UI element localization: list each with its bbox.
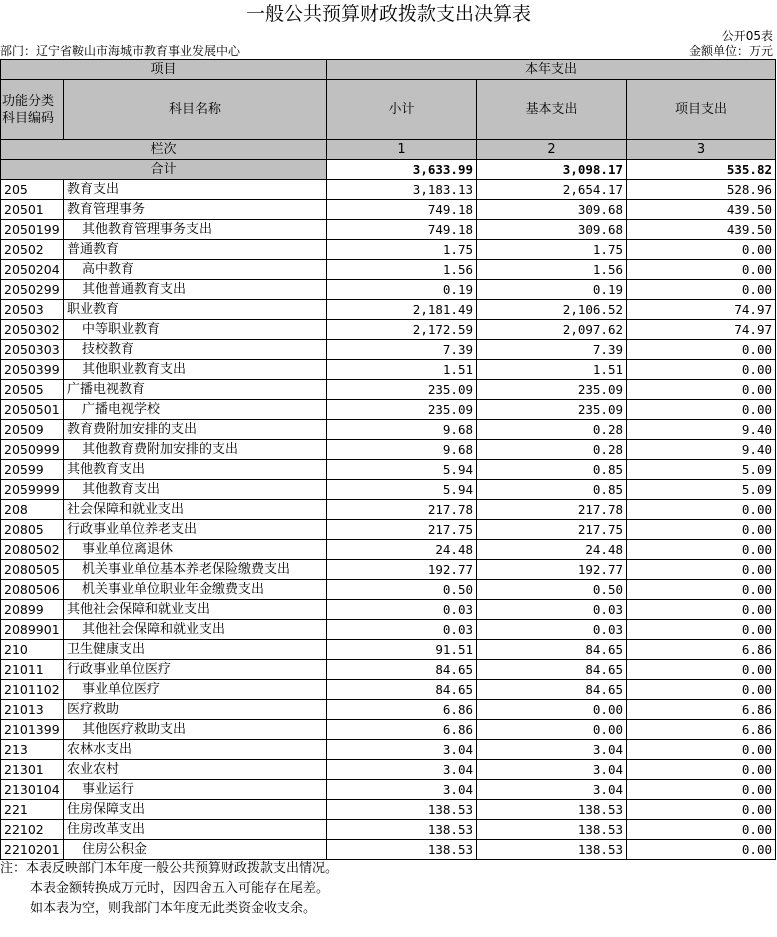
table-row [1, 700, 776, 720]
basic-cell: 2,654.17 [477, 180, 627, 200]
name-cell: 其他职业教育支出 [64, 360, 327, 380]
project-cell: 6.86 [627, 720, 776, 740]
name-cell: 其他社会保障和就业支出 [64, 620, 327, 640]
basic-cell: 138.53 [477, 840, 627, 860]
header-code-column: 功能分类 科目编码 [1, 80, 64, 140]
subtotal-cell: 3,183.13 [327, 180, 477, 200]
name-cell: 教育管理事务 [64, 200, 327, 220]
code-cell: 221 [1, 800, 64, 820]
subtotal-cell: 1.75 [327, 240, 477, 260]
table-row [1, 760, 776, 780]
table-row [1, 540, 776, 560]
project-cell: 9.40 [627, 420, 776, 440]
subtotal-cell: 6.86 [327, 720, 477, 740]
name-cell: 广播电视学校 [64, 400, 327, 420]
project-cell: 6.86 [627, 700, 776, 720]
code-cell: 2210201 [1, 840, 64, 860]
code-cell: 20505 [1, 380, 64, 400]
basic-cell: 1.56 [477, 260, 627, 280]
subtotal-cell: 6.86 [327, 700, 477, 720]
table-row [1, 500, 776, 520]
project-cell: 0.00 [627, 560, 776, 580]
basic-cell: 309.68 [477, 200, 627, 220]
code-cell: 20502 [1, 240, 64, 260]
basic-cell: 0.03 [477, 620, 627, 640]
subtotal-cell: 5.94 [327, 480, 477, 500]
project-cell: 0.00 [627, 760, 776, 780]
code-cell: 2050302 [1, 320, 64, 340]
code-cell: 210 [1, 640, 64, 660]
code-cell: 20805 [1, 520, 64, 540]
code-cell: 2101399 [1, 720, 64, 740]
project-cell: 5.09 [627, 480, 776, 500]
project-cell: 0.00 [627, 380, 776, 400]
table-row [1, 560, 776, 580]
project-cell: 0.00 [627, 400, 776, 420]
code-cell: 2080505 [1, 560, 64, 580]
subtotal-cell: 138.53 [327, 800, 477, 820]
name-cell: 职业教育 [64, 300, 327, 320]
subtotal-cell: 138.53 [327, 840, 477, 860]
total-basic: 3,098.17 [477, 160, 627, 180]
table-row [1, 520, 776, 540]
code-cell: 208 [1, 500, 64, 520]
name-cell: 机关事业单位基本养老保险缴费支出 [64, 560, 327, 580]
subtotal-cell: 3.04 [327, 740, 477, 760]
basic-cell: 217.75 [477, 520, 627, 540]
subtotal-cell: 192.77 [327, 560, 477, 580]
column-number-1: 1 [327, 140, 477, 160]
code-cell: 2080506 [1, 580, 64, 600]
project-cell: 0.00 [627, 660, 776, 680]
name-cell: 教育支出 [64, 180, 327, 200]
name-cell: 其他医疗救助支出 [64, 720, 327, 740]
amount-unit-label: 金额单位：万元 [688, 44, 773, 58]
code-cell: 21011 [1, 660, 64, 680]
name-cell: 农林水支出 [64, 740, 327, 760]
code-cell: 2050999 [1, 440, 64, 460]
project-cell: 0.00 [627, 520, 776, 540]
subtotal-cell: 217.75 [327, 520, 477, 540]
subtotal-cell: 1.56 [327, 260, 477, 280]
name-cell: 事业运行 [64, 780, 327, 800]
subtotal-cell: 749.18 [327, 220, 477, 240]
code-cell: 2050501 [1, 400, 64, 420]
basic-cell: 3.04 [477, 780, 627, 800]
code-cell: 21013 [1, 700, 64, 720]
table-row [1, 300, 776, 320]
basic-cell: 309.68 [477, 220, 627, 240]
basic-cell: 0.00 [477, 700, 627, 720]
subtotal-cell: 0.03 [327, 600, 477, 620]
project-cell: 528.96 [627, 180, 776, 200]
project-cell: 0.00 [627, 580, 776, 600]
header-subtotal: 小计 [327, 80, 477, 140]
name-cell: 中等职业教育 [64, 320, 327, 340]
basic-cell: 3.04 [477, 740, 627, 760]
project-cell: 439.50 [627, 200, 776, 220]
subtotal-cell: 91.51 [327, 640, 477, 660]
subtotal-cell: 24.48 [327, 540, 477, 560]
code-cell: 2101102 [1, 680, 64, 700]
basic-cell: 0.28 [477, 420, 627, 440]
table-row [1, 340, 776, 360]
subtotal-cell: 5.94 [327, 460, 477, 480]
project-cell: 74.97 [627, 300, 776, 320]
table-row [1, 360, 776, 380]
table-row [1, 280, 776, 300]
basic-cell: 2,097.62 [477, 320, 627, 340]
code-cell: 205 [1, 180, 64, 200]
project-cell: 0.00 [627, 340, 776, 360]
name-cell: 广播电视教育 [64, 380, 327, 400]
project-cell: 0.00 [627, 600, 776, 620]
table-row [1, 320, 776, 340]
subtotal-cell: 749.18 [327, 200, 477, 220]
table-row [1, 660, 776, 680]
table-row [1, 420, 776, 440]
project-cell: 0.00 [627, 540, 776, 560]
table-row [1, 480, 776, 500]
table-row [1, 740, 776, 760]
table-row [1, 440, 776, 460]
name-cell: 行政事业单位医疗 [64, 660, 327, 680]
code-cell: 20599 [1, 460, 64, 480]
basic-cell: 0.19 [477, 280, 627, 300]
code-cell: 2050299 [1, 280, 64, 300]
subtotal-cell: 84.65 [327, 680, 477, 700]
name-cell: 高中教育 [64, 260, 327, 280]
basic-cell: 235.09 [477, 400, 627, 420]
table-row [1, 180, 776, 200]
table-row [1, 200, 776, 220]
project-cell: 0.00 [627, 780, 776, 800]
name-cell: 住房改革支出 [64, 820, 327, 840]
basic-cell: 0.85 [477, 460, 627, 480]
name-cell: 卫生健康支出 [64, 640, 327, 660]
basic-cell: 84.65 [477, 640, 627, 660]
subtotal-cell: 3.04 [327, 760, 477, 780]
name-cell: 普通教育 [64, 240, 327, 260]
basic-cell: 3.04 [477, 760, 627, 780]
table-row [1, 220, 776, 240]
code-cell: 20899 [1, 600, 64, 620]
code-cell: 2089901 [1, 620, 64, 640]
name-cell: 机关事业单位职业年金缴费支出 [64, 580, 327, 600]
column-number-2: 2 [477, 140, 627, 160]
project-cell: 0.00 [627, 500, 776, 520]
basic-cell: 138.53 [477, 820, 627, 840]
header-item: 项目 [1, 60, 327, 80]
table-row [1, 380, 776, 400]
basic-cell: 235.09 [477, 380, 627, 400]
name-cell: 其他教育支出 [64, 480, 327, 500]
code-cell: 2050204 [1, 260, 64, 280]
subtotal-cell: 1.51 [327, 360, 477, 380]
name-cell: 其他教育支出 [64, 460, 327, 480]
code-cell: 2130104 [1, 780, 64, 800]
project-cell: 0.00 [627, 360, 776, 380]
column-number-label: 栏次 [1, 140, 327, 160]
name-cell: 其他教育费附加安排的支出 [64, 440, 327, 460]
table-row [1, 400, 776, 420]
table-row [1, 600, 776, 620]
project-cell: 0.00 [627, 620, 776, 640]
basic-cell: 7.39 [477, 340, 627, 360]
project-cell: 0.00 [627, 740, 776, 760]
project-cell: 0.00 [627, 820, 776, 840]
header-name-column: 科目名称 [64, 80, 327, 140]
table-row [1, 800, 776, 820]
subtotal-cell: 0.03 [327, 620, 477, 640]
name-cell: 技校教育 [64, 340, 327, 360]
table-row [1, 640, 776, 660]
table-row [1, 840, 776, 860]
basic-cell: 0.50 [477, 580, 627, 600]
total-label: 合计 [1, 160, 327, 180]
subtotal-cell: 9.68 [327, 420, 477, 440]
project-cell: 0.00 [627, 800, 776, 820]
note-line: 本表金额转换成万元时，因四舍五入可能存在尾差。 [30, 881, 330, 896]
project-cell: 0.00 [627, 240, 776, 260]
table-row [1, 820, 776, 840]
project-cell: 0.00 [627, 260, 776, 280]
table-row [1, 580, 776, 600]
project-cell: 439.50 [627, 220, 776, 240]
total-project: 535.82 [627, 160, 776, 180]
header-project: 项目支出 [627, 80, 776, 140]
project-cell: 0.00 [627, 680, 776, 700]
name-cell: 其他社会保障和就业支出 [64, 600, 327, 620]
table-row [1, 260, 776, 280]
table-row [1, 720, 776, 740]
basic-cell: 84.65 [477, 660, 627, 680]
subtotal-cell: 2,172.59 [327, 320, 477, 340]
name-cell: 事业单位医疗 [64, 680, 327, 700]
basic-cell: 0.85 [477, 480, 627, 500]
subtotal-cell: 84.65 [327, 660, 477, 680]
basic-cell: 0.28 [477, 440, 627, 460]
code-cell: 21301 [1, 760, 64, 780]
subtotal-cell: 0.19 [327, 280, 477, 300]
table-row [1, 240, 776, 260]
basic-cell: 1.51 [477, 360, 627, 380]
subtotal-cell: 235.09 [327, 380, 477, 400]
code-cell: 20503 [1, 300, 64, 320]
column-number-3: 3 [627, 140, 776, 160]
code-cell: 2050303 [1, 340, 64, 360]
name-cell: 农业农村 [64, 760, 327, 780]
basic-cell: 138.53 [477, 800, 627, 820]
name-cell: 社会保障和就业支出 [64, 500, 327, 520]
project-cell: 5.09 [627, 460, 776, 480]
project-cell: 6.86 [627, 640, 776, 660]
basic-cell: 2,106.52 [477, 300, 627, 320]
name-cell: 教育费附加安排的支出 [64, 420, 327, 440]
subtotal-cell: 3.04 [327, 780, 477, 800]
name-cell: 住房保障支出 [64, 800, 327, 820]
name-cell: 行政事业单位养老支出 [64, 520, 327, 540]
subtotal-cell: 235.09 [327, 400, 477, 420]
basic-cell: 0.00 [477, 720, 627, 740]
code-cell: 2050199 [1, 220, 64, 240]
subtotal-cell: 217.78 [327, 500, 477, 520]
basic-cell: 24.48 [477, 540, 627, 560]
code-cell: 20501 [1, 200, 64, 220]
code-cell: 2080502 [1, 540, 64, 560]
subtotal-cell: 2,181.49 [327, 300, 477, 320]
total-subtotal: 3,633.99 [327, 160, 477, 180]
subtotal-cell: 7.39 [327, 340, 477, 360]
code-cell: 22102 [1, 820, 64, 840]
name-cell: 医疗救助 [64, 700, 327, 720]
table-row [1, 460, 776, 480]
notes [0, 859, 338, 919]
table-row [1, 780, 776, 800]
note-line: 注：本表反映部门本年度一般公共预算财政拨款支出情况。 [0, 861, 339, 876]
name-cell: 住房公积金 [64, 840, 327, 860]
basic-cell: 217.78 [477, 500, 627, 520]
name-cell: 其他普通教育支出 [64, 280, 327, 300]
project-cell: 9.40 [627, 440, 776, 460]
note-line: 如本表为空，则我部门本年度无此类资金收支余。 [30, 901, 317, 916]
name-cell: 事业单位离退休 [64, 540, 327, 560]
report-title: 一般公共预算财政拨款支出决算表 [245, 3, 531, 25]
code-cell: 2050399 [1, 360, 64, 380]
name-cell: 其他教育管理事务支出 [64, 220, 327, 240]
subtotal-cell: 0.50 [327, 580, 477, 600]
department-label: 部门：辽宁省鞍山市海城市教育事业发展中心 [0, 44, 241, 58]
subtotal-cell: 138.53 [327, 820, 477, 840]
project-cell: 74.97 [627, 320, 776, 340]
basic-cell: 192.77 [477, 560, 627, 580]
table-row [1, 680, 776, 700]
project-cell: 0.00 [627, 280, 776, 300]
code-cell: 20509 [1, 420, 64, 440]
code-cell: 2059999 [1, 480, 64, 500]
code-cell: 213 [1, 740, 64, 760]
header-current-year: 本年支出 [327, 60, 776, 80]
table-row [1, 620, 776, 640]
basic-cell: 0.03 [477, 600, 627, 620]
project-cell: 0.00 [627, 840, 776, 860]
subtotal-cell: 9.68 [327, 440, 477, 460]
expenditure-table [0, 59, 776, 860]
basic-cell: 84.65 [477, 680, 627, 700]
header-basic: 基本支出 [477, 80, 627, 140]
basic-cell: 1.75 [477, 240, 627, 260]
form-number: 公开05表 [721, 29, 773, 43]
